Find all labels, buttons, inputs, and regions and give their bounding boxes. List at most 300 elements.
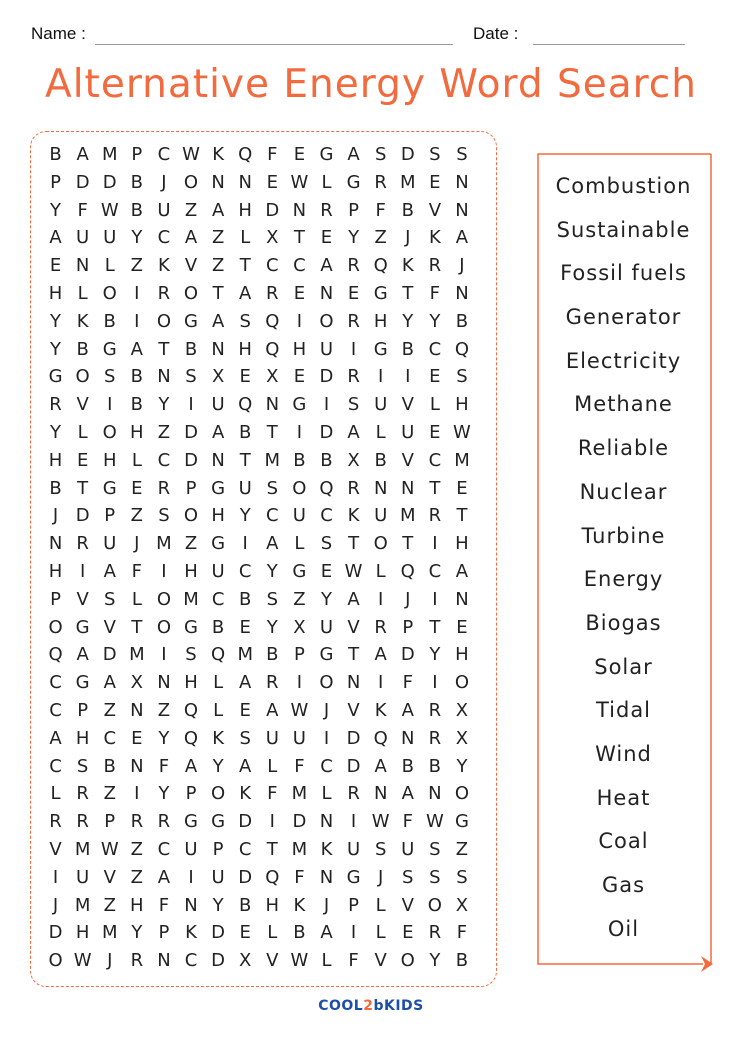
grid-letter[interactable]: B	[266, 644, 279, 666]
grid-letter[interactable]: D	[400, 644, 415, 666]
grid-letter[interactable]: O	[400, 950, 415, 972]
grid-letter[interactable]: D	[48, 922, 63, 944]
grid-letter[interactable]: V	[428, 199, 442, 221]
grid-letter[interactable]: W	[453, 421, 471, 443]
grid-letter[interactable]: M	[156, 533, 172, 555]
grid-letter[interactable]: C	[238, 560, 252, 582]
grid-letter[interactable]: Y	[348, 227, 360, 249]
grid-letter[interactable]: E	[239, 366, 251, 388]
grid-letter[interactable]: P	[348, 894, 359, 916]
grid-letter[interactable]: E	[239, 616, 251, 638]
grid-letter[interactable]: J	[134, 533, 140, 555]
grid-letter[interactable]: H	[48, 282, 63, 304]
grid-letter[interactable]: H	[75, 922, 90, 944]
grid-letter[interactable]: R	[157, 811, 171, 833]
grid-letter[interactable]: I	[432, 672, 438, 694]
grid-letter[interactable]: J	[323, 894, 330, 916]
grid-letter[interactable]: G	[184, 811, 198, 833]
grid-letter[interactable]: B	[374, 449, 387, 471]
grid-letter[interactable]: L	[375, 894, 386, 916]
grid-letter[interactable]: D	[184, 421, 198, 443]
grid-letter[interactable]: V	[266, 950, 279, 972]
grid-letter[interactable]: L	[375, 421, 386, 443]
grid-letter[interactable]: P	[185, 477, 197, 499]
grid-letter[interactable]: R	[76, 783, 89, 805]
grid-letter[interactable]: N	[319, 282, 334, 304]
grid-letter[interactable]: R	[266, 672, 279, 694]
grid-letter[interactable]: T	[429, 477, 441, 499]
grid-letter[interactable]: A	[401, 783, 414, 805]
grid-letter[interactable]: W	[344, 560, 363, 582]
grid-letter[interactable]: V	[347, 616, 360, 638]
date-field[interactable]	[533, 44, 685, 45]
grid-letter[interactable]: C	[157, 144, 171, 165]
grid-letter[interactable]: D	[75, 171, 90, 193]
grid-letter[interactable]: A	[211, 310, 225, 332]
grid-letter[interactable]: S	[185, 644, 197, 666]
grid-letter[interactable]: Q	[48, 644, 63, 666]
grid-letter[interactable]: Q	[373, 255, 388, 277]
grid-letter[interactable]: A	[211, 421, 225, 443]
grid-letter[interactable]: P	[77, 699, 89, 721]
grid-letter[interactable]: X	[455, 727, 469, 749]
grid-letter[interactable]: D	[75, 505, 90, 527]
grid-letter[interactable]: A	[239, 282, 252, 304]
grid-letter[interactable]: A	[347, 144, 360, 165]
grid-letter[interactable]: V	[347, 699, 360, 721]
grid-letter[interactable]: J	[52, 894, 59, 916]
grid-letter[interactable]: G	[454, 811, 469, 833]
grid-letter[interactable]: M	[237, 644, 253, 666]
grid-letter[interactable]: B	[293, 922, 306, 944]
grid-letter[interactable]: A	[211, 199, 225, 221]
grid-letter[interactable]: F	[294, 755, 305, 777]
grid-letter[interactable]: N	[428, 783, 442, 805]
grid-letter[interactable]: M	[129, 644, 145, 666]
grid-letter[interactable]: U	[211, 560, 225, 582]
grid-letter[interactable]: D	[102, 644, 117, 666]
grid-letter[interactable]: B	[103, 755, 116, 777]
grid-letter[interactable]: G	[292, 560, 307, 582]
grid-letter[interactable]: A	[49, 227, 62, 249]
grid-letter[interactable]: S	[185, 366, 197, 388]
grid-letter[interactable]: Q	[319, 477, 334, 499]
grid-letter[interactable]: P	[104, 505, 116, 527]
grid-letter[interactable]: T	[402, 282, 414, 304]
grid-letter[interactable]: E	[347, 282, 360, 304]
grid-letter[interactable]: Y	[50, 338, 62, 360]
grid-letter[interactable]: T	[293, 227, 305, 249]
grid-letter[interactable]: S	[347, 394, 360, 416]
grid-letter[interactable]: Z	[130, 866, 143, 888]
grid-letter[interactable]: W	[290, 950, 309, 972]
grid-letter[interactable]: Z	[293, 588, 306, 610]
grid-letter[interactable]: K	[212, 727, 225, 749]
grid-letter[interactable]: I	[52, 866, 59, 888]
grid-letter[interactable]: D	[238, 866, 253, 888]
grid-letter[interactable]: Q	[238, 144, 253, 165]
grid-letter[interactable]: Q	[265, 310, 280, 332]
grid-letter[interactable]: S	[402, 866, 414, 888]
grid-letter[interactable]: B	[293, 449, 306, 471]
grid-letter[interactable]: C	[49, 755, 62, 777]
grid-letter[interactable]: I	[188, 866, 194, 888]
grid-letter[interactable]: Z	[103, 894, 116, 916]
grid-letter[interactable]: N	[455, 171, 469, 193]
grid-letter[interactable]: E	[76, 449, 89, 471]
grid-letter[interactable]: R	[49, 394, 62, 416]
grid-letter[interactable]: M	[264, 449, 281, 471]
grid-letter[interactable]: H	[48, 449, 63, 471]
grid-letter[interactable]: S	[374, 838, 387, 860]
grid-letter[interactable]: F	[158, 755, 170, 777]
grid-letter[interactable]: U	[103, 227, 117, 249]
grid-letter[interactable]: H	[238, 338, 252, 360]
grid-letter[interactable]: Q	[454, 338, 470, 360]
grid-letter[interactable]: B	[76, 338, 89, 360]
grid-letter[interactable]: A	[184, 755, 198, 777]
grid-letter[interactable]: M	[74, 894, 91, 916]
grid-letter[interactable]: C	[184, 950, 198, 972]
grid-letter[interactable]: R	[76, 533, 89, 555]
grid-letter[interactable]: G	[211, 477, 226, 499]
grid-letter[interactable]: X	[211, 366, 225, 388]
grid-letter[interactable]: T	[212, 282, 224, 304]
grid-letter[interactable]: I	[296, 672, 303, 694]
grid-letter[interactable]: N	[157, 950, 171, 972]
grid-letter[interactable]: K	[212, 144, 225, 165]
grid-letter[interactable]: H	[265, 894, 280, 916]
grid-letter[interactable]: A	[347, 421, 360, 443]
grid-letter[interactable]: J	[52, 505, 59, 527]
grid-letter[interactable]: C	[320, 505, 333, 527]
grid-letter[interactable]: R	[157, 282, 171, 304]
name-field[interactable]	[95, 44, 453, 45]
grid-letter[interactable]: E	[320, 227, 333, 249]
grid-letter[interactable]: P	[293, 644, 305, 666]
grid-letter[interactable]: G	[102, 338, 117, 360]
grid-letter[interactable]: N	[455, 282, 469, 304]
grid-letter[interactable]: I	[350, 338, 357, 360]
grid-letter[interactable]: Y	[320, 588, 332, 610]
grid-letter[interactable]: U	[319, 338, 334, 360]
grid-letter[interactable]: B	[401, 338, 414, 360]
grid-letter[interactable]: U	[401, 838, 415, 860]
grid-letter[interactable]: X	[266, 366, 279, 388]
grid-letter[interactable]: N	[157, 366, 171, 388]
grid-letter[interactable]: U	[76, 866, 90, 888]
grid-letter[interactable]: V	[401, 894, 414, 916]
grid-letter[interactable]: E	[429, 421, 441, 443]
grid-letter[interactable]: A	[374, 755, 387, 777]
grid-letter[interactable]: H	[238, 199, 252, 221]
grid-letter[interactable]: L	[429, 394, 440, 416]
grid-letter[interactable]: Y	[158, 783, 170, 805]
grid-letter[interactable]: Y	[456, 755, 468, 777]
grid-letter[interactable]: G	[102, 477, 117, 499]
grid-letter[interactable]: D	[238, 811, 253, 833]
grid-letter[interactable]: R	[347, 366, 360, 388]
grid-letter[interactable]: A	[347, 588, 360, 610]
grid-letter[interactable]: O	[373, 533, 388, 555]
grid-letter[interactable]: U	[292, 727, 306, 749]
grid-letter[interactable]: G	[211, 811, 226, 833]
grid-letter[interactable]: B	[401, 755, 414, 777]
grid-letter[interactable]: X	[455, 894, 469, 916]
grid-letter[interactable]: T	[266, 838, 278, 860]
grid-letter[interactable]: M	[291, 783, 308, 805]
grid-letter[interactable]: K	[185, 922, 197, 944]
grid-letter[interactable]: I	[405, 366, 411, 388]
grid-letter[interactable]: C	[320, 755, 333, 777]
grid-letter[interactable]: K	[401, 255, 414, 277]
grid-letter[interactable]: A	[184, 227, 198, 249]
grid-letter[interactable]: S	[266, 477, 279, 499]
grid-letter[interactable]: A	[320, 255, 333, 277]
grid-letter[interactable]: Z	[130, 255, 143, 277]
grid-letter[interactable]: I	[134, 282, 140, 304]
grid-letter[interactable]: A	[401, 699, 414, 721]
grid-letter[interactable]: U	[157, 199, 171, 221]
grid-letter[interactable]: T	[266, 421, 278, 443]
grid-letter[interactable]: A	[455, 560, 469, 582]
grid-letter[interactable]: S	[239, 310, 251, 332]
grid-letter[interactable]: S	[266, 588, 279, 610]
grid-letter[interactable]: E	[49, 255, 62, 277]
grid-letter[interactable]: B	[49, 144, 62, 165]
grid-letter[interactable]: W	[425, 811, 444, 833]
grid-letter[interactable]: R	[428, 255, 442, 277]
grid-letter[interactable]: G	[346, 866, 361, 888]
grid-letter[interactable]: X	[293, 616, 306, 638]
grid-letter[interactable]: Y	[212, 894, 224, 916]
grid-letter[interactable]: S	[76, 755, 89, 777]
grid-letter[interactable]: C	[266, 505, 279, 527]
grid-letter[interactable]: B	[455, 310, 469, 332]
grid-letter[interactable]: J	[323, 699, 330, 721]
grid-letter[interactable]: T	[239, 255, 251, 277]
grid-letter[interactable]: Y	[50, 421, 62, 443]
grid-letter[interactable]: A	[239, 755, 252, 777]
grid-letter[interactable]: M	[101, 144, 118, 165]
grid-letter[interactable]: N	[75, 255, 90, 277]
grid-letter[interactable]: I	[188, 394, 194, 416]
grid-letter[interactable]: Y	[429, 310, 441, 332]
grid-letter[interactable]: A	[49, 727, 62, 749]
grid-letter[interactable]: W	[100, 199, 119, 221]
grid-letter[interactable]: O	[156, 310, 171, 332]
grid-letter[interactable]: P	[185, 783, 197, 805]
grid-letter[interactable]: G	[184, 616, 198, 638]
grid-letter[interactable]: H	[130, 894, 144, 916]
grid-letter[interactable]: O	[102, 421, 117, 443]
grid-letter[interactable]: P	[50, 588, 61, 610]
grid-letter[interactable]: S	[429, 866, 441, 888]
grid-letter[interactable]: V	[76, 394, 89, 416]
grid-letter[interactable]: G	[373, 338, 388, 360]
grid-letter[interactable]: Q	[238, 394, 253, 416]
grid-letter[interactable]: D	[319, 421, 334, 443]
grid-letter[interactable]: R	[428, 727, 442, 749]
grid-letter[interactable]: S	[239, 727, 251, 749]
grid-letter[interactable]: M	[291, 838, 308, 860]
grid-letter[interactable]: E	[293, 144, 306, 165]
grid-letter[interactable]: B	[130, 366, 143, 388]
grid-letter[interactable]: U	[103, 533, 117, 555]
grid-letter[interactable]: P	[50, 171, 61, 193]
grid-letter[interactable]: O	[319, 672, 334, 694]
grid-letter[interactable]: E	[293, 366, 306, 388]
grid-letter[interactable]: F	[402, 672, 413, 694]
grid-letter[interactable]: B	[401, 199, 414, 221]
grid-letter[interactable]: S	[429, 838, 441, 860]
grid-letter[interactable]: Y	[131, 227, 143, 249]
grid-letter[interactable]: N	[455, 199, 469, 221]
grid-letter[interactable]: Q	[183, 699, 199, 721]
grid-letter[interactable]: H	[292, 338, 307, 360]
grid-letter[interactable]: O	[183, 505, 199, 527]
grid-letter[interactable]: B	[239, 894, 252, 916]
grid-letter[interactable]: A	[157, 866, 171, 888]
grid-letter[interactable]: B	[130, 199, 143, 221]
grid-letter[interactable]: J	[378, 866, 384, 888]
grid-letter[interactable]: V	[374, 950, 387, 972]
grid-letter[interactable]: I	[432, 588, 438, 610]
grid-letter[interactable]: D	[292, 811, 307, 833]
grid-letter[interactable]: S	[456, 366, 468, 388]
grid-letter[interactable]: O	[319, 310, 334, 332]
grid-letter[interactable]: G	[292, 394, 307, 416]
grid-letter[interactable]: E	[266, 171, 278, 193]
grid-letter[interactable]: I	[432, 533, 438, 555]
grid-letter[interactable]: Q	[183, 727, 199, 749]
grid-letter[interactable]: O	[156, 616, 171, 638]
grid-letter[interactable]: W	[290, 171, 309, 193]
grid-letter[interactable]: U	[374, 505, 388, 527]
grid-letter[interactable]: Y	[429, 644, 441, 666]
grid-letter[interactable]: K	[239, 783, 252, 805]
grid-letter[interactable]: E	[320, 560, 333, 582]
grid-letter[interactable]: N	[157, 672, 171, 694]
grid-letter[interactable]: C	[157, 838, 171, 860]
grid-letter[interactable]: O	[75, 366, 90, 388]
grid-letter[interactable]: F	[456, 922, 468, 944]
grid-letter[interactable]: L	[321, 783, 332, 805]
grid-letter[interactable]: B	[239, 588, 252, 610]
grid-letter[interactable]: M	[101, 922, 118, 944]
grid-letter[interactable]: H	[455, 644, 469, 666]
grid-letter[interactable]: K	[320, 838, 333, 860]
grid-letter[interactable]: T	[239, 449, 251, 471]
grid-letter[interactable]: G	[346, 171, 361, 193]
grid-letter[interactable]: J	[107, 950, 113, 972]
grid-letter[interactable]: R	[347, 310, 360, 332]
grid-letter[interactable]: R	[374, 616, 387, 638]
grid-letter[interactable]: K	[347, 505, 360, 527]
grid-letter[interactable]: V	[103, 866, 116, 888]
grid-letter[interactable]: L	[213, 699, 224, 721]
grid-letter[interactable]: N	[130, 755, 144, 777]
grid-letter[interactable]: E	[456, 616, 468, 638]
grid-letter[interactable]: Z	[374, 227, 387, 249]
grid-letter[interactable]: H	[211, 505, 225, 527]
grid-letter[interactable]: T	[348, 644, 360, 666]
grid-letter[interactable]: S	[374, 144, 387, 165]
grid-letter[interactable]: E	[131, 477, 143, 499]
grid-letter[interactable]: I	[378, 366, 384, 388]
grid-letter[interactable]: L	[375, 922, 386, 944]
grid-letter[interactable]: E	[239, 922, 251, 944]
grid-letter[interactable]: P	[402, 616, 414, 638]
grid-letter[interactable]: S	[104, 588, 116, 610]
grid-letter[interactable]: S	[456, 144, 468, 165]
grid-letter[interactable]: W	[371, 811, 390, 833]
grid-letter[interactable]: D	[319, 366, 334, 388]
grid-letter[interactable]: I	[378, 672, 384, 694]
grid-letter[interactable]: C	[428, 449, 442, 471]
grid-letter[interactable]: C	[49, 672, 62, 694]
grid-letter[interactable]: S	[320, 533, 333, 555]
grid-letter[interactable]: Y	[212, 755, 224, 777]
grid-letter[interactable]: T	[348, 533, 360, 555]
grid-letter[interactable]: E	[293, 282, 306, 304]
grid-letter[interactable]: B	[211, 616, 225, 638]
grid-letter[interactable]: S	[104, 366, 116, 388]
grid-letter[interactable]: C	[428, 560, 442, 582]
grid-letter[interactable]: S	[429, 144, 441, 165]
grid-letter[interactable]: I	[134, 310, 140, 332]
grid-letter[interactable]: N	[455, 588, 469, 610]
grid-letter[interactable]: G	[319, 644, 334, 666]
grid-letter[interactable]: B	[130, 394, 143, 416]
grid-letter[interactable]: H	[455, 394, 469, 416]
grid-letter[interactable]: E	[131, 727, 143, 749]
grid-letter[interactable]: U	[238, 477, 252, 499]
grid-letter[interactable]: N	[401, 727, 415, 749]
grid-letter[interactable]: R	[428, 699, 442, 721]
grid-letter[interactable]: C	[428, 338, 442, 360]
grid-letter[interactable]: P	[348, 199, 359, 221]
grid-letter[interactable]: U	[346, 838, 361, 860]
grid-letter[interactable]: O	[292, 477, 307, 499]
grid-letter[interactable]: R	[428, 505, 442, 527]
grid-letter[interactable]: L	[213, 672, 224, 694]
grid-letter[interactable]: Z	[211, 227, 225, 249]
grid-letter[interactable]: X	[347, 449, 360, 471]
grid-letter[interactable]: F	[375, 199, 386, 221]
grid-letter[interactable]: I	[161, 644, 167, 666]
grid-letter[interactable]: L	[267, 922, 278, 944]
grid-letter[interactable]: V	[76, 588, 89, 610]
grid-letter[interactable]: I	[79, 560, 86, 582]
grid-letter[interactable]: M	[454, 449, 470, 471]
grid-letter[interactable]: Z	[455, 838, 469, 860]
grid-letter[interactable]: G	[48, 366, 63, 388]
grid-letter[interactable]: H	[455, 533, 469, 555]
grid-letter[interactable]: H	[184, 672, 198, 694]
grid-letter[interactable]: G	[211, 533, 226, 555]
grid-letter[interactable]: N	[211, 171, 225, 193]
grid-letter[interactable]: C	[238, 838, 252, 860]
grid-letter[interactable]: A	[374, 644, 387, 666]
grid-letter[interactable]: Z	[157, 421, 171, 443]
grid-letter[interactable]: C	[49, 699, 62, 721]
grid-letter[interactable]: E	[456, 477, 468, 499]
grid-letter[interactable]: F	[131, 560, 142, 582]
grid-letter[interactable]: R	[130, 811, 144, 833]
grid-letter[interactable]: X	[130, 672, 143, 694]
grid-letter[interactable]: K	[76, 310, 89, 332]
